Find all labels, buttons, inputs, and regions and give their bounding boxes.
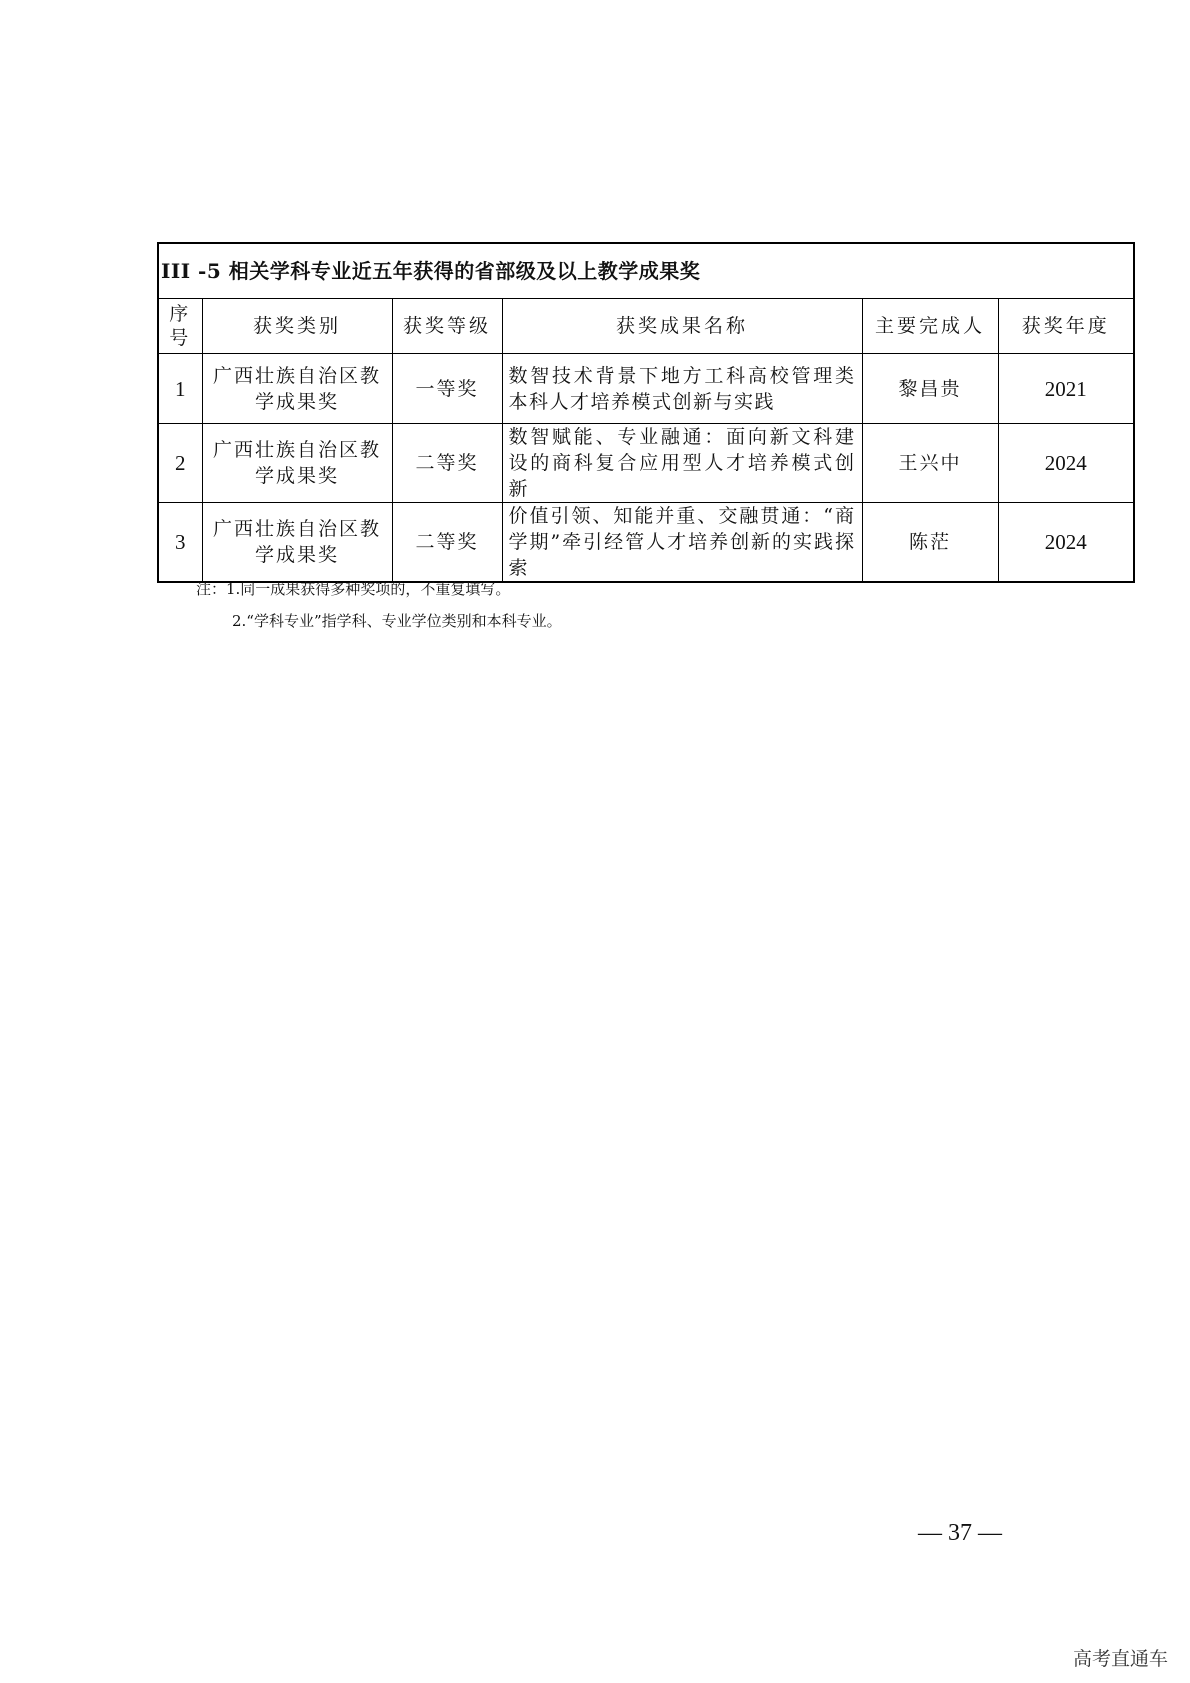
header-seq <box>158 299 202 354</box>
cell-year: 2024 <box>998 424 1134 503</box>
header-level: 获奖等级 <box>392 299 502 354</box>
cell-person: 黎昌贵 <box>862 354 998 424</box>
cell-level: 二等奖 <box>392 503 502 583</box>
footnote-1: 注：1.同一成果获得多种奖项的，不重复填写。 <box>196 580 511 598</box>
cell-achievement-name: 数智技术背景下地方工科高校管理类本科人才培养模式创新与实践 <box>502 354 862 424</box>
table-row <box>158 424 1134 503</box>
cell-level: 一等奖 <box>392 354 502 424</box>
footnote-2: 2.“学科专业”指学科、专业学位类别和本科专业。 <box>232 612 562 630</box>
header-year: 获奖年度 <box>998 299 1134 354</box>
page-number: — 37 — <box>918 1520 1002 1546</box>
cell-year: 2024 <box>998 503 1134 583</box>
cell-year: 2021 <box>998 354 1134 424</box>
awards-table <box>157 242 1135 583</box>
header-person: 主要完成人 <box>862 299 998 354</box>
cell-seq: 3 <box>158 503 202 583</box>
table-row <box>158 503 1134 583</box>
header-category: 获奖类别 <box>202 299 392 354</box>
cell-category: 广西壮族自治区教学成果奖 <box>202 503 392 583</box>
header-seq-line1: 序 <box>169 303 192 325</box>
table-row <box>158 354 1134 424</box>
cell-achievement-name: 数智赋能、专业融通：面向新文科建设的商科复合应用型人才培养模式创新 <box>502 424 862 503</box>
header-name: 获奖成果名称 <box>502 299 862 354</box>
cell-level: 二等奖 <box>392 424 502 503</box>
cell-person: 陈茫 <box>862 503 998 583</box>
cell-category: 广西壮族自治区教学成果奖 <box>202 354 392 424</box>
header-seq-line2: 号 <box>169 327 192 349</box>
watermark-text: 高考直通车 <box>1072 1648 1168 1670</box>
cell-seq: 1 <box>158 354 202 424</box>
cell-achievement-name: 价值引领、知能并重、交融贯通：“商学期”牵引经管人才培养创新的实践探索 <box>502 503 862 583</box>
cell-person: 王兴中 <box>862 424 998 503</box>
table-caption-row <box>158 243 1134 299</box>
table-caption: III -5 相关学科专业近五年获得的省部级及以上教学成果奖 <box>158 243 1134 299</box>
cell-category: 广西壮族自治区教学成果奖 <box>202 424 392 503</box>
cell-seq: 2 <box>158 424 202 503</box>
table-header-row <box>158 299 1134 354</box>
